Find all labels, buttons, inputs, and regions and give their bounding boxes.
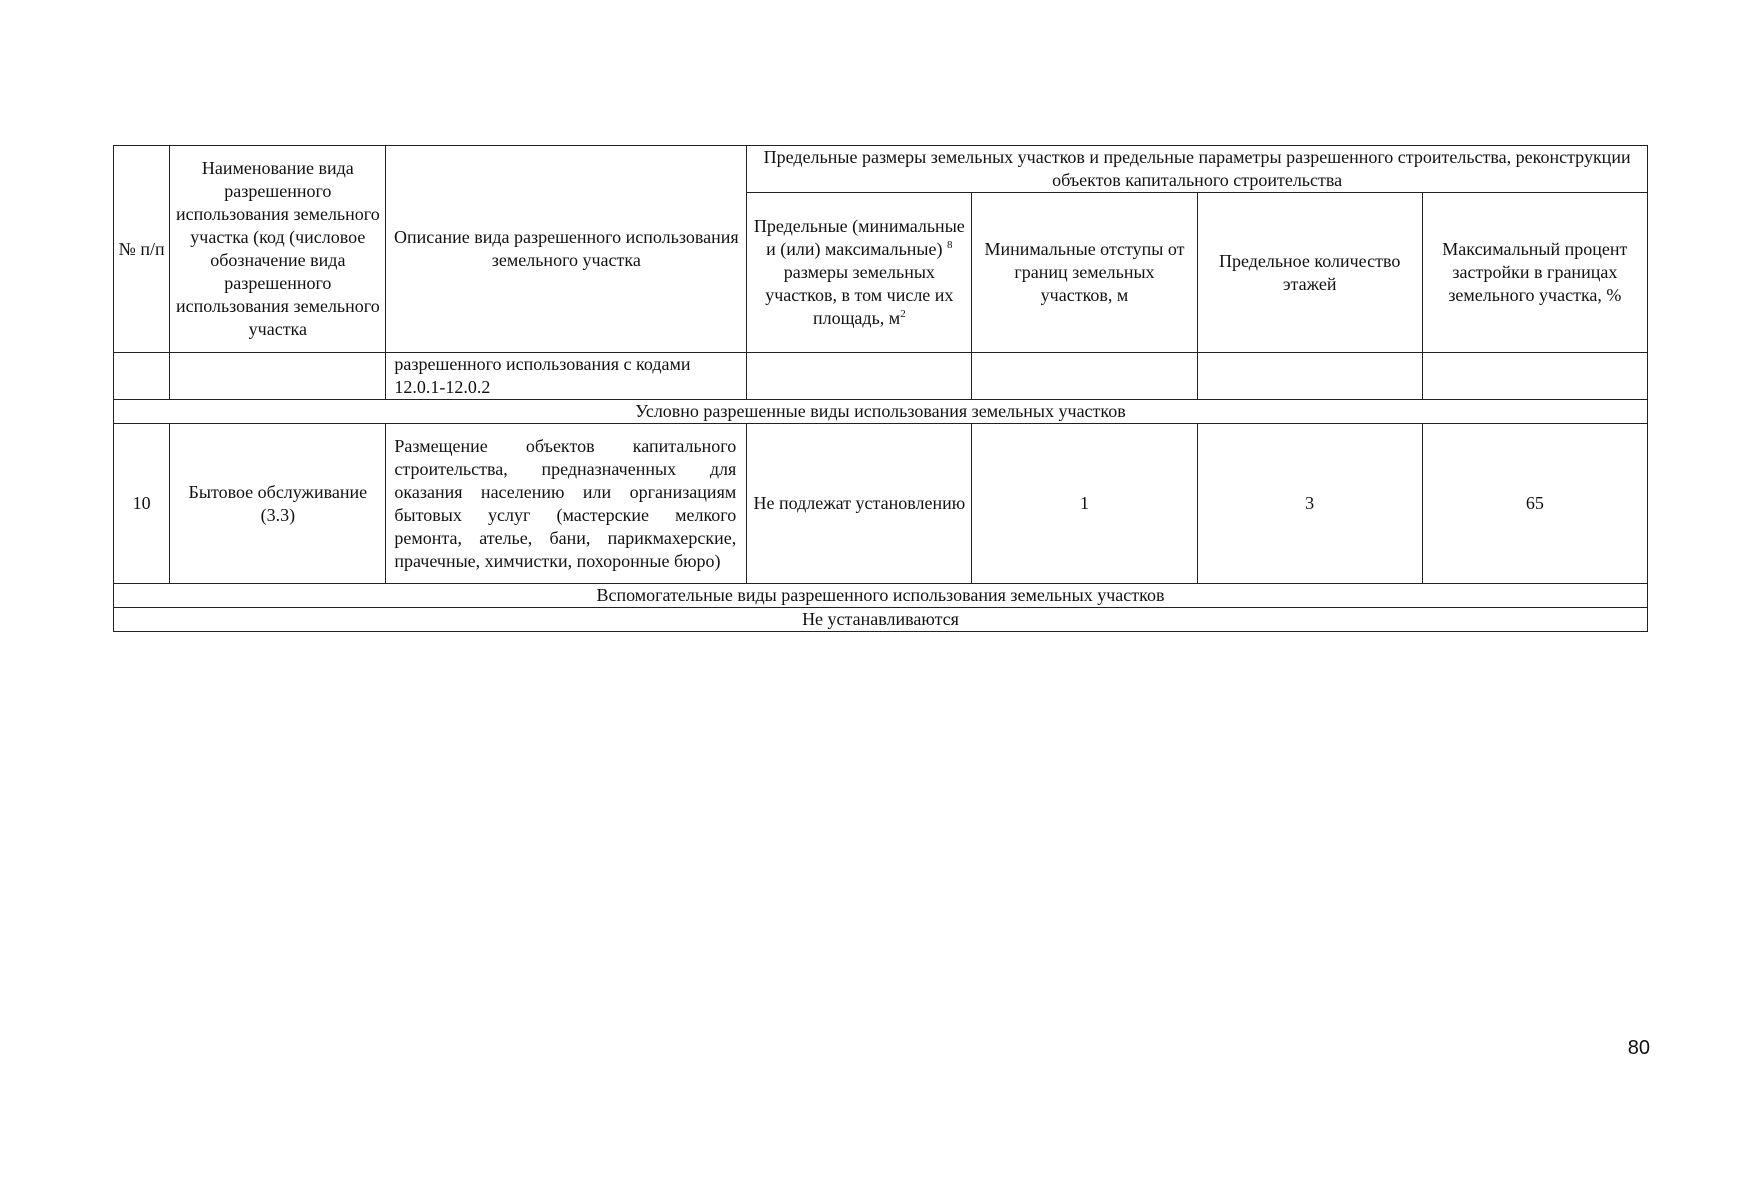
section-row-conditional [114, 400, 1648, 424]
land-use-table [113, 145, 1648, 632]
page-number: 80 [1627, 1037, 1650, 1059]
cell-num [114, 353, 170, 400]
table-row [114, 424, 1648, 584]
header-sizes [747, 193, 972, 353]
header-sizes-footnote: 8 [947, 239, 953, 251]
header-row-main [114, 146, 1648, 193]
cell-name [170, 353, 386, 400]
header-sizes-text2: размеры земельных участков, в том числе их площадь, м [765, 262, 954, 328]
cell-sizes: Не подлежат установлению [747, 424, 972, 584]
cell-floors: 3 [1197, 424, 1422, 584]
header-sizes-unit-sup: 2 [900, 308, 906, 320]
auxiliary-value-row [114, 608, 1648, 632]
section-title-conditional: Условно разрешенные виды использования земельных участков [114, 400, 1648, 424]
cell-description: Размещение объектов капитального строительства, предназначенных для оказания населению или организациям бытовых услуг (мастерские мелкого ремонта, ателье, бани, парикмахерские, прачечные, химчистки, похоронные бюро) [386, 424, 747, 584]
header-setbacks: Минимальные отступы от границ земельных участков, м [972, 193, 1197, 353]
header-limits-group: Предельные размеры земельных участков и предельные параметры разрешенного строительства, реконструкции объектов капитального строительства [747, 146, 1648, 193]
cell-setbacks [972, 353, 1197, 400]
table-row-continuation [114, 353, 1648, 400]
cell-coverage: 65 [1422, 424, 1647, 584]
cell-description: разрешенного использования с кодами 12.0.1-12.0.2 [386, 353, 747, 400]
cell-name: Бытовое обслуживание (3.3) [170, 424, 386, 584]
cell-coverage [1422, 353, 1647, 400]
cell-floors [1197, 353, 1422, 400]
header-num: № п/п [114, 146, 170, 353]
cell-setbacks: 1 [972, 424, 1197, 584]
header-coverage: Максимальный процент застройки в границах земельного участка, % [1422, 193, 1647, 353]
auxiliary-value: Не устанавливаются [114, 608, 1648, 632]
section-title-auxiliary: Вспомогательные виды разрешенного использования земельных участков [114, 584, 1648, 608]
header-sizes-text: Предельные (минимальные и (или) максимальные) [753, 216, 965, 259]
header-description: Описание вида разрешенного использования земельного участка [386, 146, 747, 353]
cell-sizes [747, 353, 972, 400]
cell-num: 10 [114, 424, 170, 584]
section-row-auxiliary [114, 584, 1648, 608]
header-floors: Предельное количество этажей [1197, 193, 1422, 353]
header-name: Наименование вида разрешенного использования земельного участка (код (числовое обозначение вида разрешенного использования земельного участка [170, 146, 386, 353]
